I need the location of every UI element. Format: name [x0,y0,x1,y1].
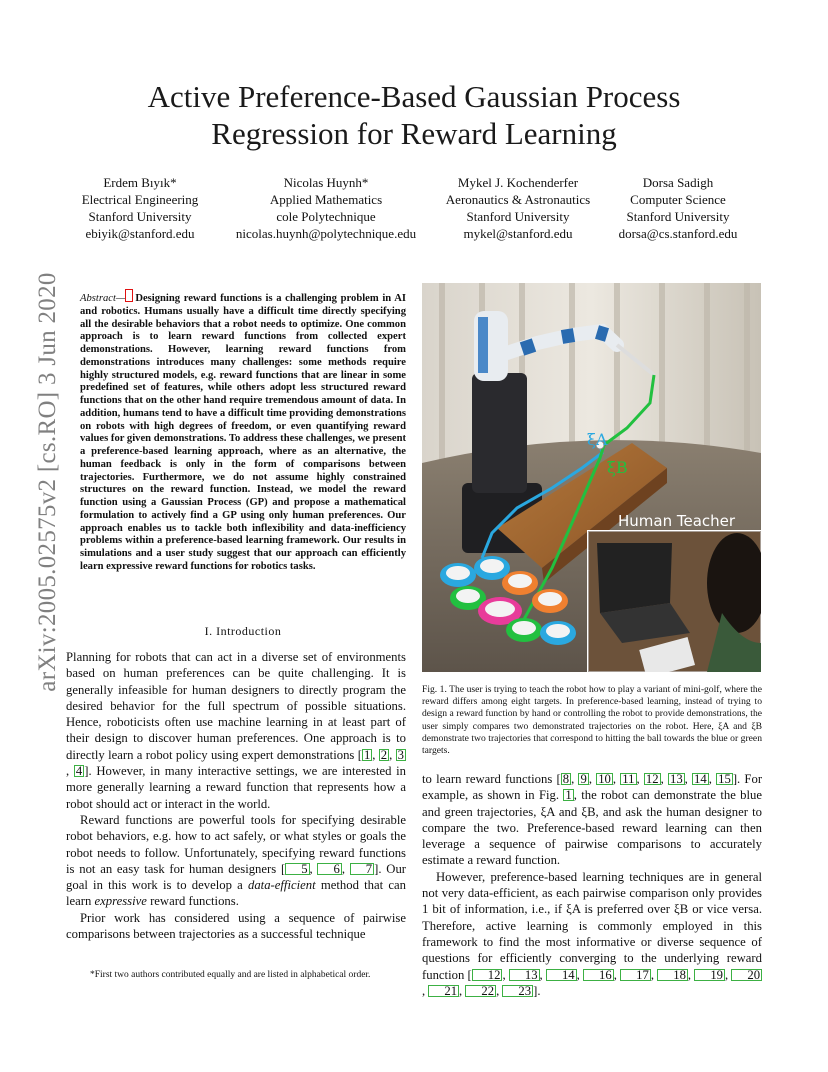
citation-link[interactable]: 14 [694,772,707,786]
link-marker[interactable] [125,289,133,302]
intro-paragraph-2: Reward functions are powerful tools for specifying desirable robot behaviors, e.g. how to act safely, or what styles or goals the robot needs to follow. Unfortunately, specifying reward functions is not an easy task for human designers [ 5 , 6 , 7 ]. Our goal in this work is to develop a data-efficient method that can learn expressive reward functions. [66,812,407,909]
author-name: Nicolas Huynh* [283,175,369,190]
abstract [80,289,406,574]
author-dept: Aeronautics & Astronautics [445,192,591,207]
citation-link[interactable]: 12 [645,772,659,786]
author-name: Mykel J. Kochenderfer [457,175,579,190]
author-dept: Electrical Engineering [81,192,199,207]
citation-link[interactable]: 4 [75,764,83,779]
author-2 [226,174,426,242]
footnote: *First two authors contributed equally and are listed in alphabetical order. [90,970,371,980]
figure-1 [422,283,761,672]
citation-link[interactable]: 7 [350,863,374,875]
citation-link[interactable]: 14 [546,969,577,981]
citation-link[interactable]: 5 [285,863,309,875]
author-name: Dorsa Sadigh [642,175,714,190]
citation-link[interactable]: 17 [620,969,651,981]
citation-link[interactable]: 11 [622,772,635,786]
author-univ: cole Polytechnique [276,209,376,224]
citation-link[interactable]: 21 [428,985,459,997]
citation-link[interactable]: 22 [465,985,496,997]
author-dept: Applied Mathematics [269,192,383,207]
citation-link[interactable]: 6 [317,863,341,875]
intro-column-left [66,649,406,942]
author-univ: Stanford University [88,209,192,224]
citation-link[interactable]: 10 [598,772,611,786]
citation-link[interactable]: 13 [509,969,540,981]
section-heading: I. Introduction [204,624,282,638]
citation-link[interactable]: 3 [397,747,404,762]
intro-column-right [422,771,762,999]
citation-link[interactable]: 18 [657,969,688,981]
intro-paragraph-3: Prior work has considered using a sequence of pairwise comparisons between trajectories as a successful technique [66,910,406,942]
author-univ: Stanford University [626,209,730,224]
author-univ: Stanford University [466,209,570,224]
author-email: ebiyik@stanford.edu [85,226,195,241]
citation-link[interactable]: 13 [669,772,683,786]
right-paragraph-2: However, preference-based learning techniques are in general not very data-efficient, as each pairwise comparison only provides 1 bit of information, i.e., if ξA is preferred over ξB or vice versa. Therefore, active learning is commonly employed in this framework to find the most informative or diverse sequence of questions for efficiently converging to the underlying reward function [ 12 , 13 , 14 , 16 , 17 , 18 , 19 , 20, 21 , 22 , 23 ]. [422,869,762,998]
robot-minigolf-photo [422,283,761,672]
figure-inset-label: Human Teacher [618,512,736,530]
intro-paragraph-1: Planning for robots that can act in a diverse set of environments based on human preferences can be quite challenging. It is generally infeasible for human designers to directly program the desired behavior for the full spectrum of possible situations. Hence, roboticists often use machine learning in at least part of their design to discover human preferences. One approach is to directly learn a robot policy using expert demonstrations [ 1 , 2 , 3, 4 ]. However, in many interactive settings, we are interested in more generally learning a reward function that represents how a robot should act or interact in the world. [66,650,407,811]
title-line-2: Regression for Reward Learning [211,116,617,151]
abstract-text: Designing reward functions is a challenging problem in AI and robotics. Humans usually have a difficult time directly specifying all the desirable behaviors that a robot needs to optimize. One common approach is to learn reward functions from collected expert demonstrations. However, learning reward functions from demonstrations introduces many challenges: some methods require highly structured models, e.g. reward functions that are linear in some predefined set of features, while others adopt less structured reward functions that on the other hand require tremendous amount of data. In addition, humans tend to have a difficult time providing demonstrations on robots with high degrees of freedom, or even quantifying reward values for given demonstrations. To address these challenges, we present a preference-based learning approach, where as an alternative, the human feedback is only in the form of comparisons between trajectories. Furthermore, we do not assume highly constrained structures on the reward function. Instead, we model the reward function using a Gaussian Process (GP) and propose a mathematical formulation to actively find a GP using only human preferences. Our approach enables us to tackle both inflexibility and data-inefficiency problems within a preference-based learning framework. Our results in simulations and a user study suggest that our approach can efficiently learn expressive reward functions for robotics tasks. [80,293,406,572]
citation-link[interactable]: 8 [562,772,570,786]
traj-a-label: ξA [587,430,608,449]
author-name: Erdem Bıyık* [103,175,177,190]
author-4 [578,174,778,242]
author-email: mykel@stanford.edu [463,226,573,241]
citation-link[interactable]: 15 [718,772,731,786]
paper-title [60,78,768,152]
figure-link[interactable]: 1 [565,788,572,803]
citation-link[interactable]: 19 [694,969,725,981]
right-paragraph-1: to learn reward functions [ 8 , 9 , 10 , 11 , 12 , 13 , 14 , 15 ]. For example, as shown in Fig. 1 , the robot can demonstrate the blue and green trajectories, ξA and ξB, and ask the human designer to compare the two. Preference-based reward learning can then leverage a sequence of pairwise comparisons to accurately estimate a reward function. [422,772,763,868]
citation-link[interactable]: 1 [363,747,371,762]
author-email: nicolas.huynh@polytechnique.edu [235,226,417,241]
abstract-label: Abstract— [80,293,126,304]
citation-link[interactable]: 16 [583,969,614,981]
citation-link[interactable]: 12 [472,969,503,981]
citation-link[interactable]: 23 [502,985,533,997]
author-email: dorsa@cs.stanford.edu [618,226,738,241]
title-line-1: Active Preference-Based Gaussian Process [147,79,681,114]
citation-link[interactable]: 20 [731,969,762,981]
arxiv-identifier: arXiv:2005.02575v2 [cs.RO] 3 Jun 2020 [34,272,61,692]
citation-link[interactable]: 2 [380,747,388,762]
traj-b-label: ξB [607,458,628,477]
author-dept: Computer Science [630,192,726,207]
figure-caption: Fig. 1. The user is trying to teach the robot how to play a variant of mini-golf, where the reward differs among eight targets. In preference-based learning, instead of trying to design a reward function by hand or controlling the robot to provide demonstrations, the user simply compares two demonstrated trajectories on the robot. Here, ξA and ξB demonstrate two trajectories that correspond to hitting the ball towards the blue or green targets. [422,684,762,757]
citation-link[interactable]: 9 [580,772,587,786]
author-1 [40,174,240,242]
